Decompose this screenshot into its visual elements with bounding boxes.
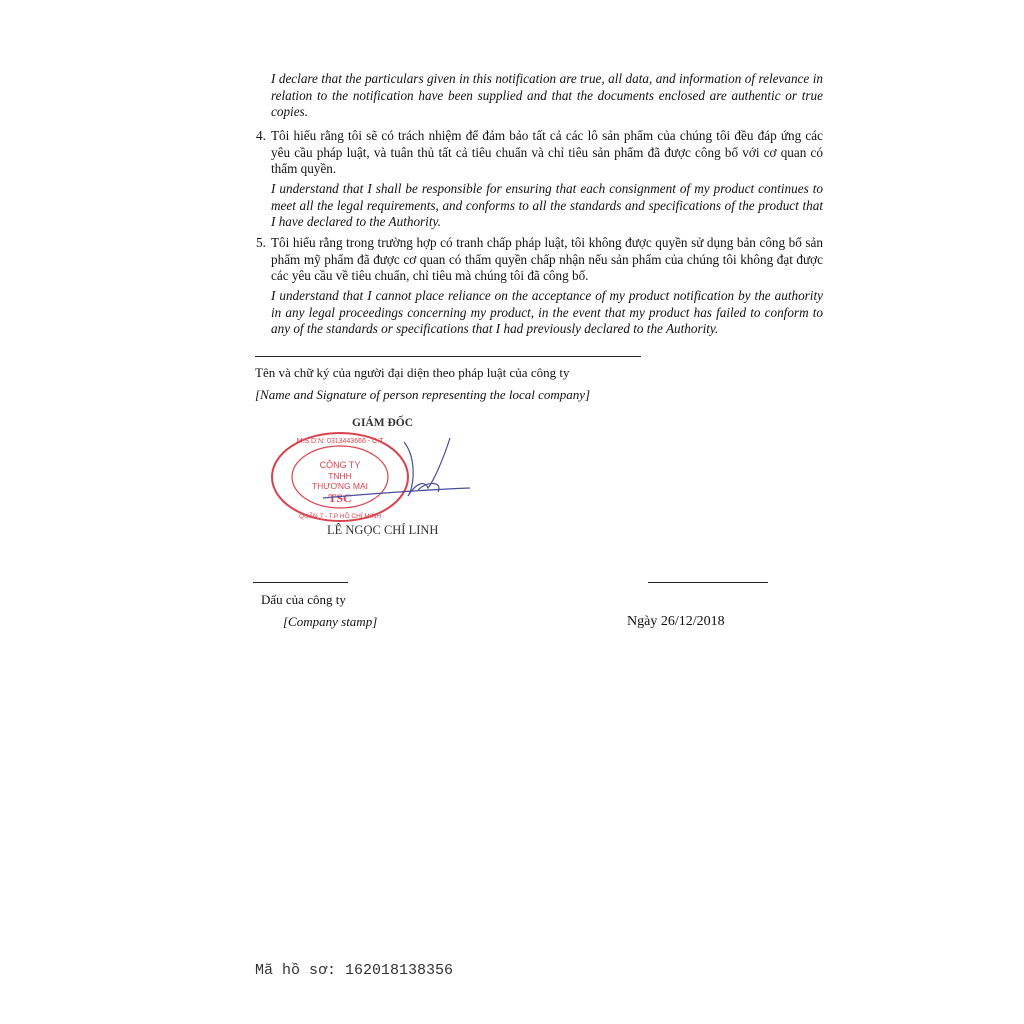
item-4-vi: [256, 128, 823, 178]
signer-name: LÊ NGỌC CHÍ LINH: [327, 523, 439, 537]
item-text: Tôi hiểu rằng trong trường hợp có tranh chấp pháp luật, tôi không được quyền sử dụng bản công bố sản phẩm mỹ phẩm đã được cơ quan có thẩm quyền chấp nhận nếu sản phẩm của chúng tôi không đạt được các yêu cầu về tiêu chuẩn, chỉ tiêu mà chúng tôi đã công bố.: [271, 235, 823, 283]
signature-label-en: [Name and Signature of person representing the local company]: [255, 387, 591, 402]
svg-text:TSC: TSC: [328, 491, 352, 505]
signature-label-vi: Tên và chữ ký của người đại diện theo pháp luật của công ty: [255, 365, 570, 380]
stamp-rule: [253, 582, 348, 583]
date-rule: [648, 582, 768, 583]
item-number: 5.: [256, 235, 266, 250]
svg-text:M.S.D.N: 0313443666 - C.T: M.S.D.N: 0313443666 - C.T: [296, 438, 384, 445]
svg-text:QUẬN 7 - T.P HỒ CHÍ MINH: QUẬN 7 - T.P HỒ CHÍ MINH: [298, 513, 382, 520]
company-stamp-and-signature: [268, 430, 478, 525]
signer-title: GIÁM ĐỐC: [352, 417, 414, 429]
signature-rule: [255, 356, 641, 357]
item-text: Tôi hiểu rằng tôi sẽ có trách nhiệm để đảm bảo tất cả các lô sản phẩm của chúng tôi đều đáp ứng các yêu cầu pháp luật, và tuân thủ tất cả tiêu chuẩn và chỉ tiêu sản phẩm đã được công bố với cơ quan có thẩm quyền.: [271, 128, 823, 176]
date: Ngày 26/12/2018: [627, 614, 725, 629]
declaration-en: I declare that the particulars given in this notification are true, all data, and information of relevance in relation to the notification have been supplied and that the documents enclosed are authentic or true copies.: [271, 71, 823, 119]
item-5-en: I understand that I cannot place reliance on the acceptance of my product notification by the authority in any legal proceedings concerning my product, in the event that my product has failed to conform to any of the standards or specifications that I had previously declared to the Authority.: [271, 288, 823, 336]
svg-text:TNHH: TNHH: [328, 471, 352, 481]
svg-text:CÔNG TY: CÔNG TY: [319, 460, 361, 470]
item-5-vi: [256, 235, 823, 285]
svg-text:THƯƠNG MẠI: THƯƠNG MẠI: [311, 481, 369, 491]
item-number: 4.: [256, 128, 266, 143]
stamp-label-en: [Company stamp]: [283, 614, 378, 629]
stamp-label-vi: Dấu của công ty: [261, 592, 346, 607]
record-number: Mã hồ sơ: 162018138356: [255, 962, 454, 979]
item-4-en: I understand that I shall be responsible for ensuring that each consignment of my product continues to meet all the legal requirements, and conforms to all the standards and specifications of the product that I have declared to the Authority.: [271, 181, 823, 229]
